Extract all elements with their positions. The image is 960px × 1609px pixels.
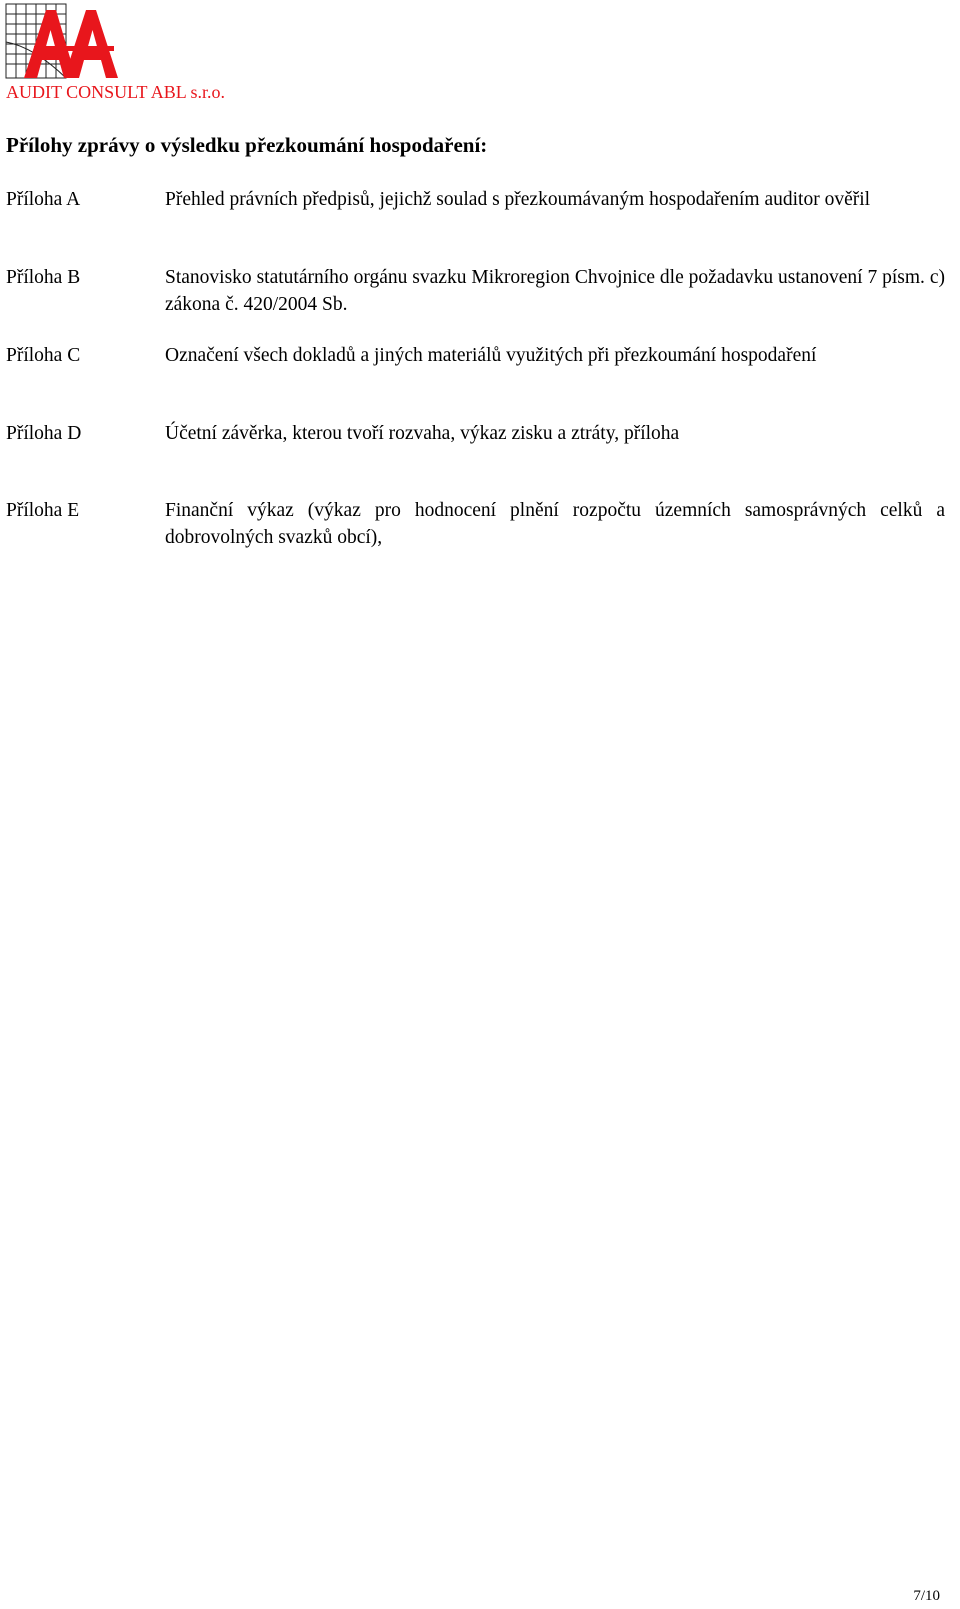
audit-consult-logo-icon: [4, 2, 124, 84]
attachment-label: Příloha E: [6, 500, 80, 521]
attachment-label: Příloha C: [6, 345, 81, 366]
attachment-label: Příloha A: [6, 189, 81, 210]
page-title: Přílohy zprávy o výsledku přezkoumání hospodaření:: [6, 133, 488, 157]
attachment-label: Příloha B: [6, 267, 81, 288]
attachment-description: Označení všech dokladů a jiných materiálů využitých při přezkoumání hospodaření: [165, 345, 817, 366]
attachment-description: Finanční výkaz (výkaz pro hodnocení plnění rozpočtu územních samosprávných celků a dobrovolných svazků obcí),: [165, 500, 945, 548]
attachment-description: Stanovisko statutárního orgánu svazku Mikroregion Chvojnice dle požadavku ustanovení 7 písm. c) zákona č. 420/2004 Sb.: [165, 267, 945, 315]
company-logo: [4, 2, 244, 102]
attachment-description: Přehled právních předpisů, jejichž soulad s přezkoumávaným hospodařením auditor ověřil: [165, 189, 871, 210]
company-name: AUDIT CONSULT ABL s.r.o.: [6, 82, 226, 102]
page-number: 7/10: [913, 1588, 940, 1604]
attachment-label: Příloha D: [6, 423, 82, 444]
attachment-description: Účetní závěrka, kterou tvoří rozvaha, výkaz zisku a ztráty, příloha: [165, 423, 680, 444]
